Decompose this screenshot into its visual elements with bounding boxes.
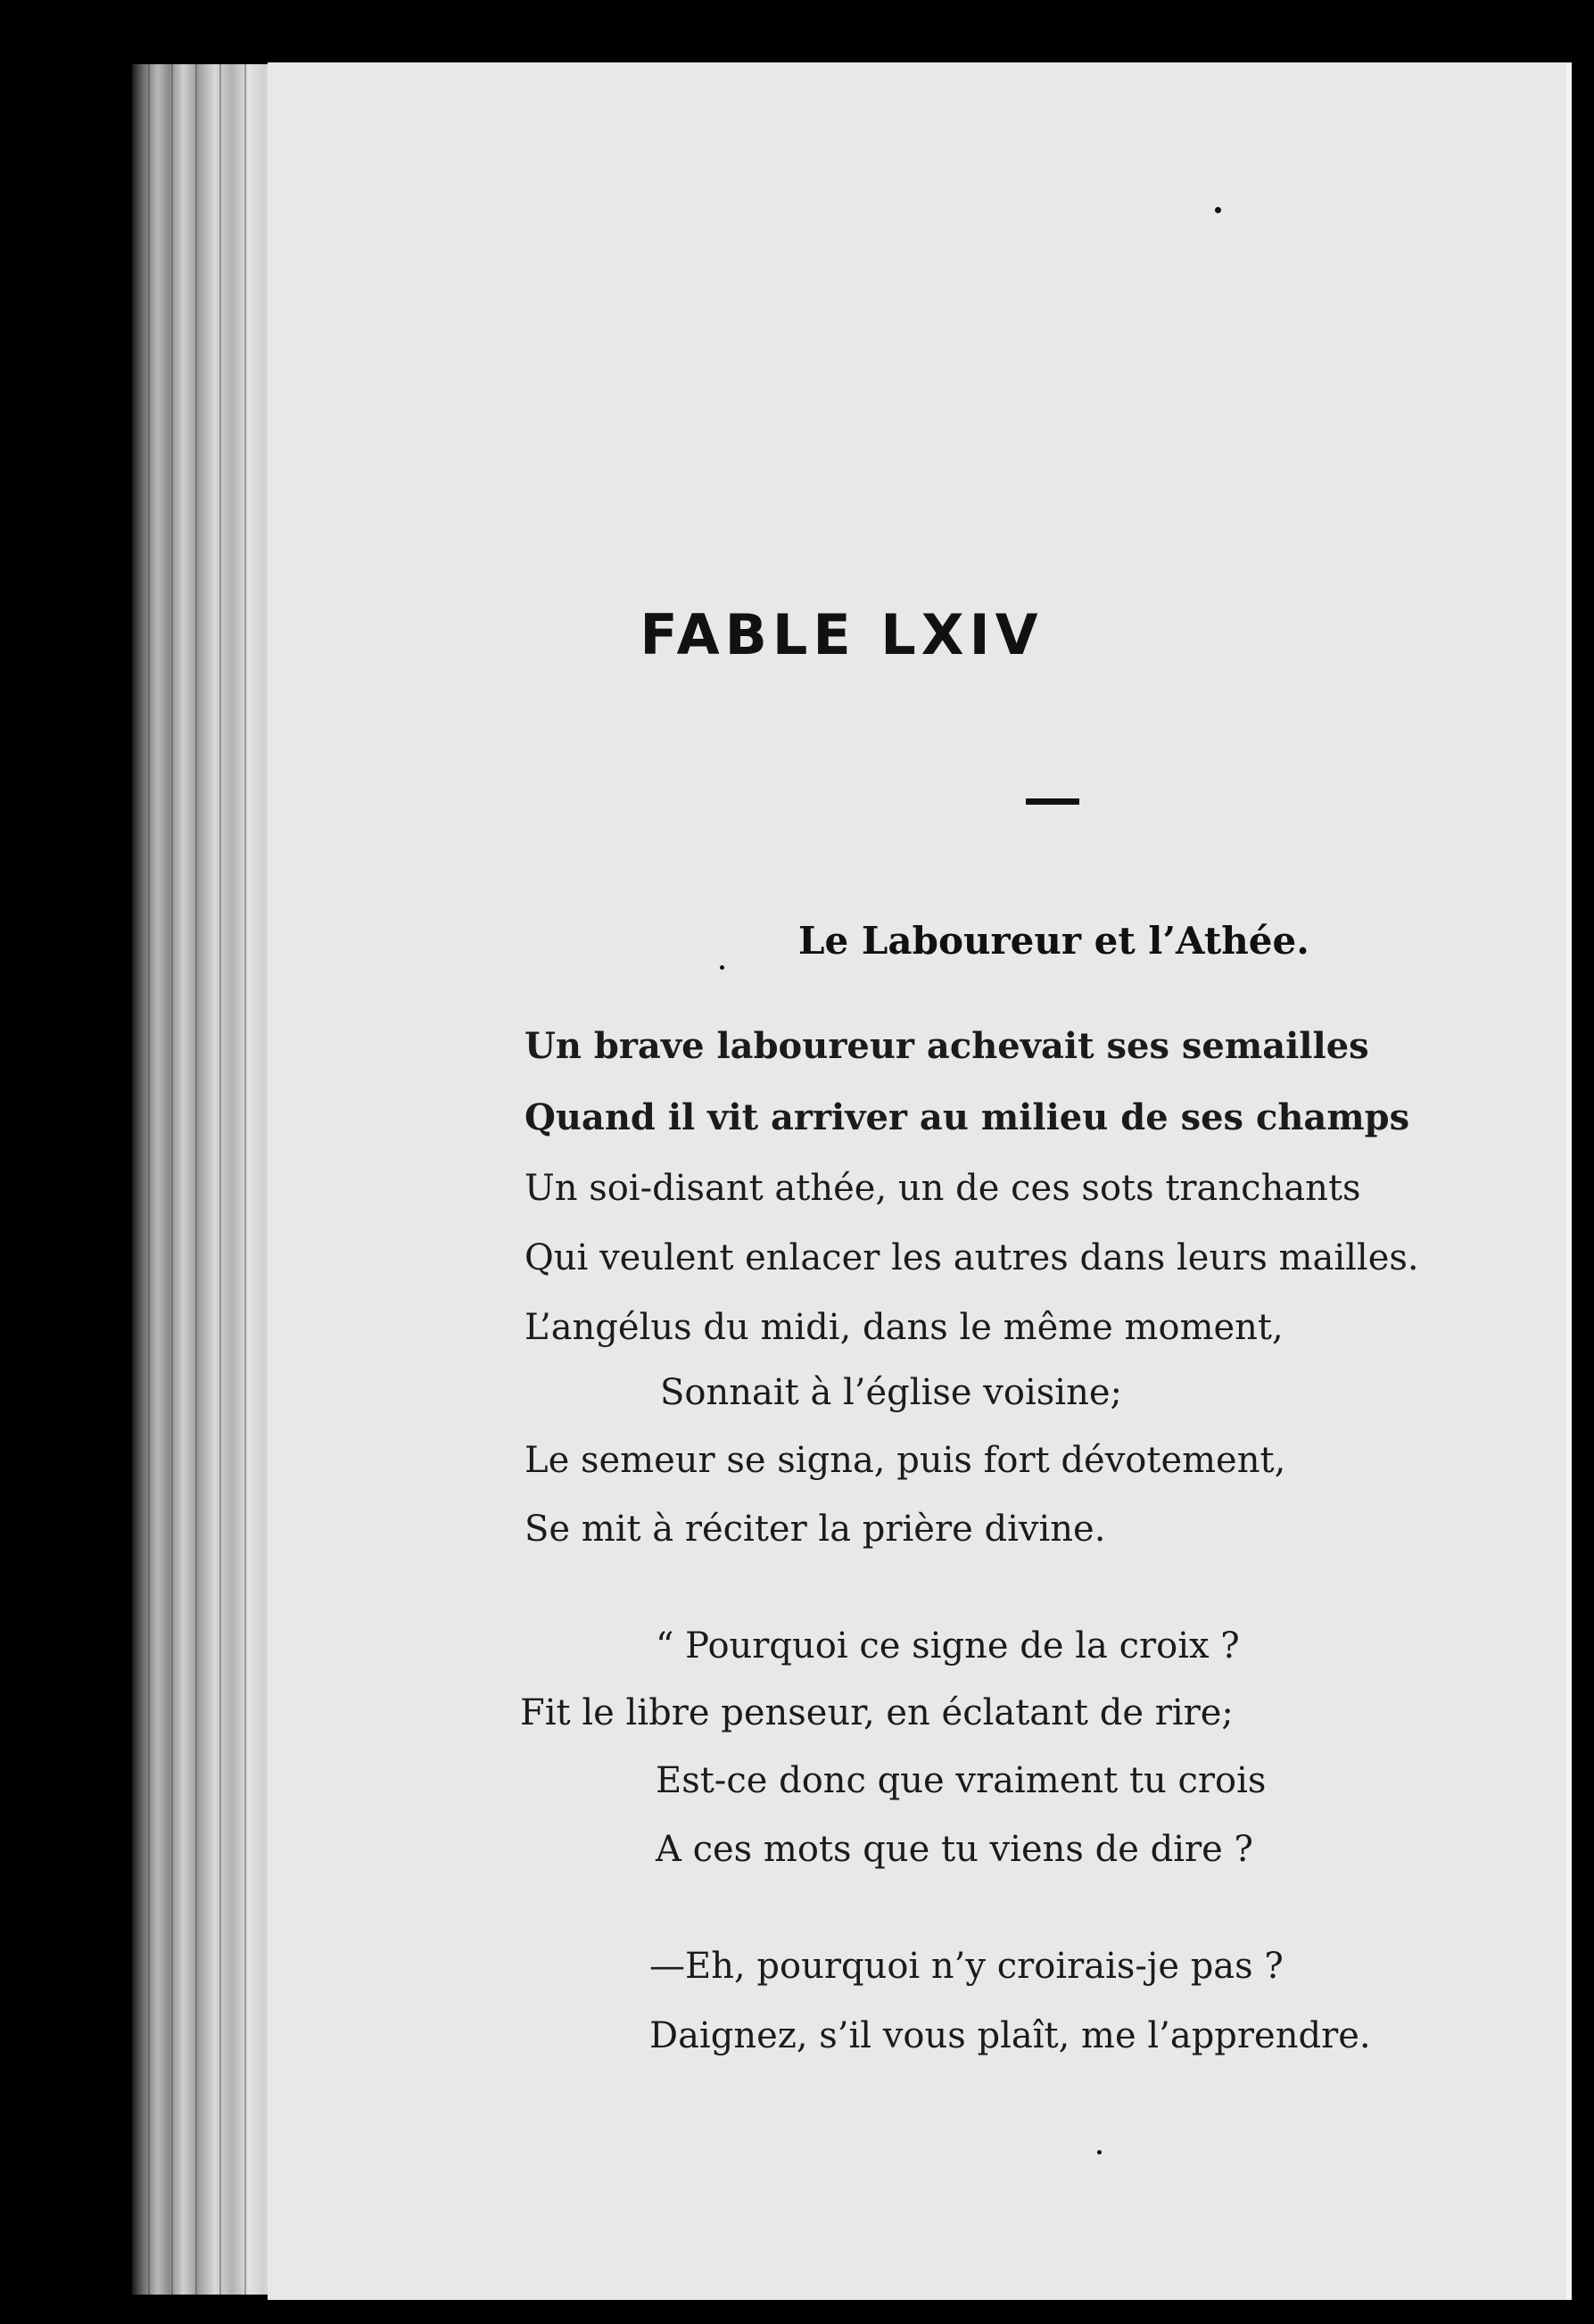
spine-line — [244, 64, 246, 2295]
fable-subtitle: Le Laboureur et l’Athée. — [798, 919, 1309, 963]
speck — [1215, 207, 1221, 213]
spine-line — [171, 64, 173, 2295]
verse-line: Qui veulent enlacer les autres dans leurs mailles. — [524, 1237, 1419, 1278]
verse-line: Quand il vit arriver au milieu de ses champs — [524, 1096, 1410, 1138]
verse-line: Fit le libre penseur, en éclatant de rire; — [520, 1692, 1234, 1733]
verse-line: —Eh, pourquoi n’y croirais-je pas ? — [649, 1946, 1284, 1987]
spine-line — [195, 64, 197, 2295]
title-divider — [1026, 798, 1079, 805]
spine-line — [219, 64, 221, 2295]
page-edge — [1566, 62, 1572, 2300]
verse-line: L’angélus du midi, dans le même moment, — [524, 1307, 1284, 1348]
verse-line: Est-ce donc que vraiment tu crois — [656, 1760, 1267, 1801]
verse-line: Un brave laboureur achevait ses semailles — [524, 1025, 1369, 1067]
verse-line: Daignez, s’il vous plaît, me l’apprendre. — [649, 2015, 1371, 2056]
speck — [720, 965, 724, 970]
spine-line — [148, 64, 150, 2295]
verse-line: Sonnait à l’église voisine; — [660, 1372, 1122, 1413]
verse-line: Se mit à réciter la prière divine. — [524, 1509, 1106, 1550]
verse-line: Un soi-disant athée, un de ces sots tranchants — [524, 1168, 1361, 1209]
verse-line: A ces mots que tu viens de dire ? — [656, 1829, 1253, 1870]
fable-title: FABLE LXIV — [640, 602, 1044, 667]
speck — [1097, 2150, 1102, 2154]
book-spine-edge — [132, 64, 275, 2295]
verse-line: Le semeur se signa, puis fort dévotement, — [524, 1440, 1286, 1481]
verse-line: “ Pourquoi ce signe de la croix ? — [656, 1625, 1240, 1666]
